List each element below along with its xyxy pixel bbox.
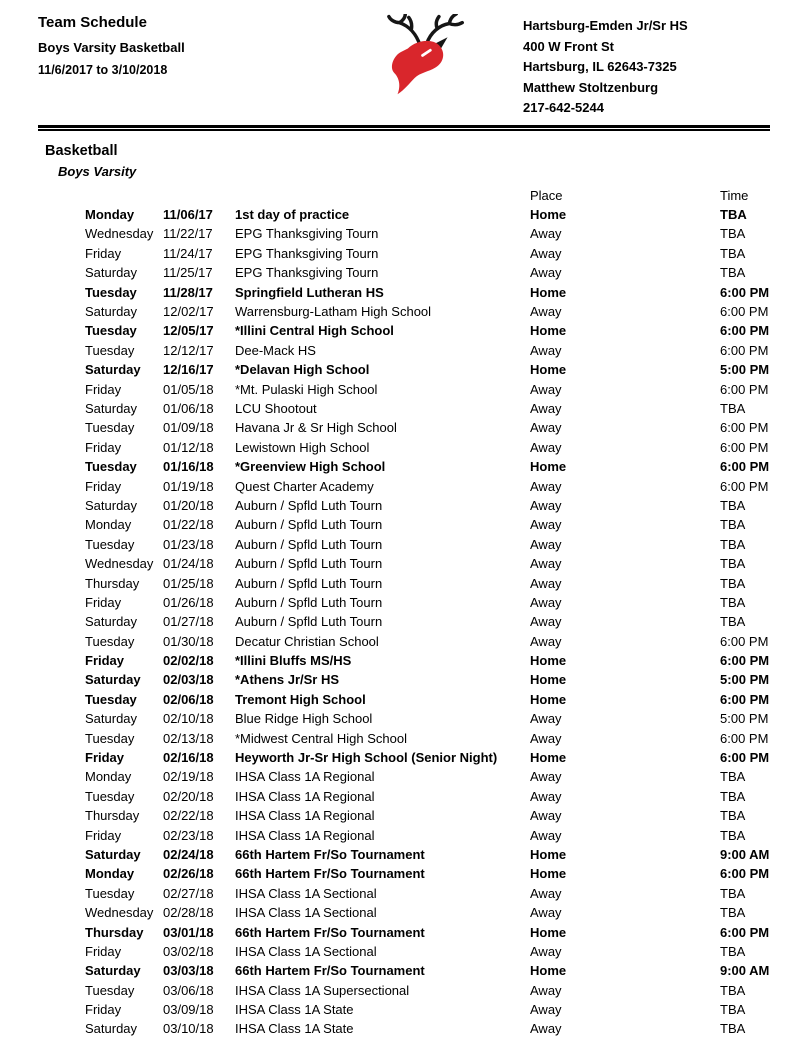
- cell-time: 5:00 PM: [720, 672, 770, 688]
- schedule-row: [0, 341, 800, 360]
- cell-day: Saturday: [85, 1021, 138, 1037]
- schedule-row: [0, 399, 800, 418]
- cell-day: Tuesday: [85, 885, 135, 901]
- school-address: 400 W Front St: [523, 38, 615, 54]
- cell-day: Tuesday: [85, 633, 135, 649]
- cell-day: Saturday: [85, 400, 138, 416]
- cell-day: Tuesday: [85, 788, 135, 804]
- schedule-row: [0, 263, 800, 282]
- cell-place: Away: [530, 982, 562, 998]
- cell-date: 03/03/18: [163, 963, 214, 979]
- cell-day: Thursday: [85, 808, 140, 824]
- cell-time: 6:00 PM: [720, 459, 770, 475]
- cell-place: Away: [530, 905, 562, 921]
- cell-time: TBA: [720, 207, 747, 223]
- cell-event: Auburn / Spfld Luth Tourn: [235, 497, 383, 513]
- cell-day: Friday: [85, 478, 122, 494]
- cell-place: Away: [530, 226, 562, 242]
- school-info-block: [523, 14, 770, 119]
- table-body: [0, 205, 800, 1039]
- cell-date: 11/28/17: [163, 284, 213, 300]
- cell-time: 6:00 PM: [720, 381, 769, 397]
- cell-day: Monday: [85, 769, 132, 785]
- cell-event: Dee-Mack HS: [235, 342, 316, 358]
- cell-date: 01/26/18: [163, 594, 214, 610]
- cell-event: Auburn / Spfld Luth Tourn: [235, 575, 383, 591]
- cell-event: 66th Hartem Fr/So Tournament: [235, 924, 425, 940]
- cell-day: Saturday: [85, 614, 138, 630]
- cell-event: Auburn / Spfld Luth Tourn: [235, 594, 383, 610]
- cell-event: LCU Shootout: [235, 400, 317, 416]
- cell-place: Away: [530, 594, 562, 610]
- cell-date: 03/06/18: [163, 982, 214, 998]
- cell-event: Auburn / Spfld Luth Tourn: [235, 536, 383, 552]
- cell-date: 01/25/18: [163, 575, 214, 591]
- cell-event: IHSA Class 1A Supersectional: [235, 982, 410, 998]
- cell-event: *Athens Jr/Sr HS: [235, 672, 340, 688]
- cell-date: 01/22/18: [163, 517, 214, 533]
- cell-day: Wednesday: [85, 556, 154, 572]
- cell-date: 02/27/18: [163, 885, 214, 901]
- cell-time: 6:00 PM: [720, 866, 770, 882]
- cell-time: 6:00 PM: [720, 323, 770, 339]
- school-city-state-zip: Hartsburg, IL 62643-7325: [523, 59, 677, 74]
- cell-day: Tuesday: [85, 342, 135, 358]
- cell-event: IHSA Class 1A Sectional: [235, 943, 377, 959]
- cell-date: 02/24/18: [163, 846, 214, 862]
- cell-day: Friday: [85, 1002, 122, 1018]
- cell-event: Heyworth Jr-Sr High School (Senior Night): [235, 750, 498, 766]
- schedule-row: [0, 321, 800, 340]
- cell-time: TBA: [720, 536, 746, 552]
- cell-date: 11/06/17: [163, 207, 213, 223]
- schedule-row: [0, 709, 800, 728]
- cell-place: Away: [530, 381, 562, 397]
- cell-event: EPG Thanksgiving Tourn: [235, 226, 379, 242]
- cell-event: 1st day of practice: [235, 207, 350, 223]
- cell-date: 02/16/18: [163, 750, 214, 766]
- cell-event: IHSA Class 1A Sectional: [235, 885, 377, 901]
- cell-day: Tuesday: [85, 284, 137, 300]
- cell-day: Wednesday: [85, 905, 154, 921]
- cell-date: 03/01/18: [163, 924, 214, 940]
- schedule-row: [0, 457, 800, 476]
- sport-heading: Basketball: [45, 142, 118, 159]
- cell-event: Springfield Lutheran HS: [235, 284, 384, 300]
- cell-place: Away: [530, 808, 562, 824]
- cell-date: 12/12/17: [163, 342, 214, 358]
- cell-day: Monday: [85, 207, 135, 223]
- cell-day: Tuesday: [85, 730, 135, 746]
- cell-day: Saturday: [85, 304, 138, 320]
- schedule-row: [0, 535, 800, 554]
- contact-phone: 217-642-5244: [523, 100, 604, 115]
- cell-time: 6:00 PM: [720, 342, 769, 358]
- cell-day: Saturday: [85, 362, 141, 378]
- cell-time: TBA: [720, 497, 746, 513]
- cell-event: EPG Thanksgiving Tourn: [235, 245, 379, 261]
- cell-place: Away: [530, 245, 562, 261]
- cell-date: 01/09/18: [163, 420, 214, 436]
- cell-time: TBA: [720, 943, 746, 959]
- schedule-row: [0, 961, 800, 980]
- schedule-row: [0, 825, 800, 844]
- cell-place: Home: [530, 323, 567, 339]
- cell-place: Away: [530, 1021, 562, 1037]
- cell-place: Away: [530, 304, 562, 320]
- cell-date: 02/03/18: [163, 672, 214, 688]
- cell-day: Saturday: [85, 963, 141, 979]
- cell-day: Tuesday: [85, 982, 135, 998]
- cell-day: Thursday: [85, 575, 140, 591]
- cell-day: Tuesday: [85, 420, 135, 436]
- cell-time: 6:00 PM: [720, 478, 769, 494]
- table-header-row: [0, 186, 800, 205]
- cell-event: Havana Jr & Sr High School: [235, 420, 397, 436]
- cell-place: Away: [530, 711, 562, 727]
- cell-place: Home: [530, 459, 567, 475]
- cell-time: 5:00 PM: [720, 362, 770, 378]
- cell-day: Tuesday: [85, 536, 135, 552]
- cell-place: Home: [530, 924, 567, 940]
- cell-place: Away: [530, 400, 562, 416]
- cell-time: 9:00 AM: [720, 846, 770, 862]
- school-name: Hartsburg-Emden Jr/Sr HS: [523, 18, 688, 33]
- cell-day: Tuesday: [85, 459, 137, 475]
- cell-day: Friday: [85, 750, 125, 766]
- cell-place: Home: [530, 963, 567, 979]
- cell-event: IHSA Class 1A Regional: [235, 827, 375, 843]
- cell-date: 01/24/18: [163, 556, 214, 572]
- schedule-row: [0, 670, 800, 689]
- header-left-block: [38, 14, 328, 119]
- cell-place: Away: [530, 614, 562, 630]
- cell-date: 02/22/18: [163, 808, 214, 824]
- cell-time: TBA: [720, 885, 746, 901]
- schedule-row: [0, 981, 800, 1000]
- schedule-row: [0, 884, 800, 903]
- cell-event: *Illini Central High School: [235, 323, 394, 339]
- cell-date: 02/02/18: [163, 653, 214, 669]
- cell-place: Home: [530, 750, 567, 766]
- schedule-row: [0, 379, 800, 398]
- cell-event: Auburn / Spfld Luth Tourn: [235, 517, 383, 533]
- cell-time: TBA: [720, 905, 746, 921]
- cell-place: Away: [530, 769, 562, 785]
- cell-time: 6:00 PM: [720, 750, 770, 766]
- cell-date: 01/06/18: [163, 400, 214, 416]
- cell-event: IHSA Class 1A State: [235, 1002, 354, 1018]
- schedule-row: [0, 205, 800, 224]
- cell-time: TBA: [720, 982, 746, 998]
- cell-place: Away: [530, 730, 562, 746]
- cell-time: TBA: [720, 808, 746, 824]
- cell-time: TBA: [720, 1002, 746, 1018]
- cell-date: 02/06/18: [163, 691, 214, 707]
- cell-event: 66th Hartem Fr/So Tournament: [235, 963, 425, 979]
- schedule-row: [0, 942, 800, 961]
- cell-time: TBA: [720, 769, 746, 785]
- cell-event: Lewistown High School: [235, 439, 370, 455]
- cell-time: 6:00 PM: [720, 420, 769, 436]
- cell-event: Quest Charter Academy: [235, 478, 374, 494]
- schedule-row: [0, 1000, 800, 1019]
- cell-day: Friday: [85, 653, 125, 669]
- cell-place: Away: [530, 497, 562, 513]
- cell-date: 12/16/17: [163, 362, 214, 378]
- cell-time: 6:00 PM: [720, 924, 770, 940]
- season-date-range: 11/6/2017 to 3/10/2018: [38, 63, 168, 77]
- cell-day: Friday: [85, 439, 122, 455]
- cell-place: Away: [530, 439, 562, 455]
- cell-date: 02/20/18: [163, 788, 214, 804]
- schedule-row: [0, 612, 800, 631]
- cell-time: 6:00 PM: [720, 691, 770, 707]
- cell-date: 01/12/18: [163, 439, 214, 455]
- cell-time: TBA: [720, 226, 746, 242]
- cell-day: Saturday: [85, 497, 138, 513]
- cell-time: 9:00 AM: [720, 963, 770, 979]
- cell-time: TBA: [720, 788, 746, 804]
- cell-day: Friday: [85, 245, 122, 261]
- cell-place: Home: [530, 846, 567, 862]
- schedule-row: [0, 690, 800, 709]
- cell-date: 03/02/18: [163, 943, 214, 959]
- schedule-row: [0, 631, 800, 650]
- cell-place: Home: [530, 672, 567, 688]
- cell-date: 02/13/18: [163, 730, 214, 746]
- cell-place: Away: [530, 1002, 562, 1018]
- cell-date: 01/16/18: [163, 459, 214, 475]
- cell-time: 6:00 PM: [720, 439, 769, 455]
- schedule-row: [0, 476, 800, 495]
- cell-day: Tuesday: [85, 691, 137, 707]
- cell-time: TBA: [720, 245, 746, 261]
- cell-day: Thursday: [85, 924, 144, 940]
- cell-place: Away: [530, 342, 562, 358]
- schedule-row: [0, 1019, 800, 1038]
- cell-time: TBA: [720, 594, 746, 610]
- cell-day: Saturday: [85, 265, 138, 281]
- header-cell-place: Place: [530, 187, 563, 203]
- team-subtitle: Boys Varsity Basketball: [38, 40, 185, 55]
- cell-place: Home: [530, 362, 567, 378]
- cell-date: 01/30/18: [163, 633, 214, 649]
- cell-place: Away: [530, 633, 562, 649]
- cell-date: 01/05/18: [163, 381, 214, 397]
- cell-place: Away: [530, 478, 562, 494]
- page-header: [0, 14, 800, 119]
- cell-place: Away: [530, 788, 562, 804]
- schedule-row: [0, 651, 800, 670]
- cell-time: TBA: [720, 517, 746, 533]
- cell-day: Friday: [85, 827, 122, 843]
- cell-day: Saturday: [85, 672, 141, 688]
- schedule-row: [0, 593, 800, 612]
- cell-time: 6:00 PM: [720, 284, 770, 300]
- cell-time: 6:00 PM: [720, 653, 770, 669]
- cell-date: 01/19/18: [163, 478, 214, 494]
- cell-event: *Delavan High School: [235, 362, 370, 378]
- cell-date: 03/10/18: [163, 1021, 214, 1037]
- cell-day: Friday: [85, 594, 122, 610]
- cell-event: *Illini Bluffs MS/HS: [235, 653, 352, 669]
- cell-time: 6:00 PM: [720, 633, 769, 649]
- cell-place: Away: [530, 885, 562, 901]
- cell-place: Home: [530, 866, 567, 882]
- cell-event: IHSA Class 1A Regional: [235, 788, 375, 804]
- cell-date: 03/09/18: [163, 1002, 214, 1018]
- cell-event: IHSA Class 1A State: [235, 1021, 354, 1037]
- schedule-row: [0, 438, 800, 457]
- schedule-row: [0, 728, 800, 747]
- schedule-row: [0, 302, 800, 321]
- contact-name: Matthew Stoltzenburg: [523, 79, 659, 95]
- cell-date: 11/24/17: [163, 245, 213, 261]
- cell-place: Home: [530, 653, 567, 669]
- schedule-row: [0, 418, 800, 437]
- cell-day: Saturday: [85, 846, 141, 862]
- schedule-row: [0, 496, 800, 515]
- cell-event: Auburn / Spfld Luth Tourn: [235, 614, 383, 630]
- schedule-row: [0, 922, 800, 941]
- cell-time: TBA: [720, 265, 746, 281]
- schedule-row: [0, 554, 800, 573]
- cell-date: 11/25/17: [163, 265, 213, 281]
- header-divider: [38, 125, 770, 131]
- page-title: Team Schedule: [38, 14, 147, 31]
- cell-day: Friday: [85, 943, 122, 959]
- schedule-row: [0, 748, 800, 767]
- cell-event: 66th Hartem Fr/So Tournament: [235, 866, 425, 882]
- schedule-row: [0, 515, 800, 534]
- cell-time: 6:00 PM: [720, 730, 769, 746]
- cell-time: 5:00 PM: [720, 711, 769, 727]
- team-heading: Boys Varsity: [58, 163, 137, 179]
- schedule-row: [0, 864, 800, 883]
- cell-place: Away: [530, 943, 562, 959]
- cell-day: Monday: [85, 866, 135, 882]
- cell-day: Wednesday: [85, 226, 154, 242]
- cell-event: Auburn / Spfld Luth Tourn: [235, 556, 383, 572]
- cell-event: 66th Hartem Fr/So Tournament: [235, 846, 425, 862]
- schedule-row: [0, 244, 800, 263]
- cell-place: Away: [530, 265, 562, 281]
- cell-date: 12/02/17: [163, 304, 214, 320]
- schedule-table: [0, 186, 800, 1039]
- cell-event: IHSA Class 1A Sectional: [235, 905, 377, 921]
- cell-date: 02/23/18: [163, 827, 214, 843]
- schedule-row: [0, 224, 800, 243]
- cell-date: 01/20/18: [163, 497, 214, 513]
- cell-time: TBA: [720, 575, 746, 591]
- schedule-row: [0, 903, 800, 922]
- schedule-row: [0, 282, 800, 301]
- cell-event: IHSA Class 1A Regional: [235, 808, 375, 824]
- schedule-row: [0, 806, 800, 825]
- cell-event: *Midwest Central High School: [235, 730, 407, 746]
- cell-date: 01/23/18: [163, 536, 214, 552]
- schedule-row: [0, 787, 800, 806]
- cell-place: Away: [530, 536, 562, 552]
- cell-place: Away: [530, 420, 562, 436]
- stag-head-logo-icon: [328, 14, 523, 119]
- cell-date: 02/19/18: [163, 769, 214, 785]
- cell-day: Monday: [85, 517, 132, 533]
- cell-day: Saturday: [85, 711, 138, 727]
- cell-event: *Greenview High School: [235, 459, 386, 475]
- cell-event: EPG Thanksgiving Tourn: [235, 265, 379, 281]
- cell-event: Tremont High School: [235, 691, 366, 707]
- cell-place: Home: [530, 284, 567, 300]
- cell-day: Friday: [85, 381, 122, 397]
- cell-time: TBA: [720, 827, 746, 843]
- cell-place: Away: [530, 517, 562, 533]
- cell-date: 02/28/18: [163, 905, 214, 921]
- cell-time: TBA: [720, 556, 746, 572]
- cell-time: 6:00 PM: [720, 304, 769, 320]
- header-cell-time: Time: [720, 187, 749, 203]
- cell-event: IHSA Class 1A Regional: [235, 769, 375, 785]
- cell-place: Home: [530, 207, 567, 223]
- cell-time: TBA: [720, 400, 746, 416]
- cell-day: Tuesday: [85, 323, 137, 339]
- cell-date: 02/26/18: [163, 866, 214, 882]
- cell-event: *Mt. Pulaski High School: [235, 381, 378, 397]
- schedule-row: [0, 360, 800, 379]
- schedule-row: [0, 845, 800, 864]
- cell-event: Decatur Christian School: [235, 633, 379, 649]
- cell-event: Blue Ridge High School: [235, 711, 373, 727]
- cell-place: Away: [530, 827, 562, 843]
- cell-date: 12/05/17: [163, 323, 214, 339]
- cell-date: 02/10/18: [163, 711, 214, 727]
- cell-place: Home: [530, 691, 567, 707]
- cell-event: Warrensburg-Latham High School: [235, 304, 432, 320]
- cell-place: Away: [530, 556, 562, 572]
- cell-place: Away: [530, 575, 562, 591]
- cell-time: TBA: [720, 1021, 746, 1037]
- cell-date: 11/22/17: [163, 226, 213, 242]
- schedule-row: [0, 767, 800, 786]
- cell-date: 01/27/18: [163, 614, 214, 630]
- schedule-row: [0, 573, 800, 592]
- cell-time: TBA: [720, 614, 746, 630]
